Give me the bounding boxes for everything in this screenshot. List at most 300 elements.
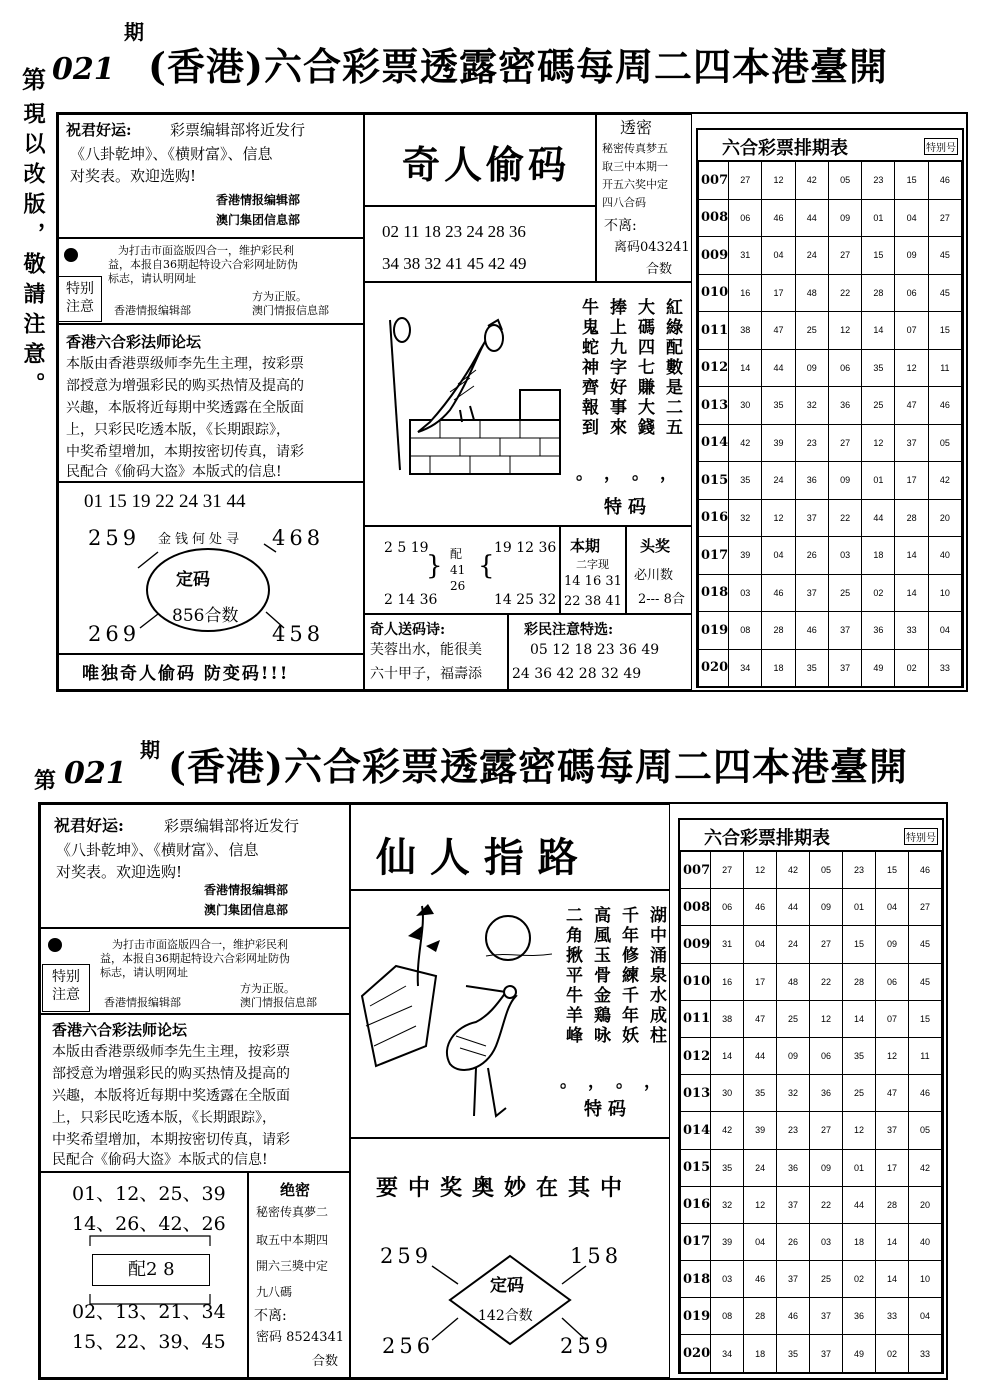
schedule-cell: 27 (729, 162, 762, 200)
schedule-cell: 37 (795, 499, 828, 537)
schedule-cell: 06 (729, 199, 762, 237)
schedule-cell: 31 (711, 926, 744, 963)
schedule-period: 015 (681, 1149, 711, 1186)
greeting-title: 祝君好运: (66, 121, 132, 139)
issue-prefix-bottom: 第 (34, 768, 57, 794)
pei-mid-2: 41 (450, 563, 466, 577)
poem-col-3: 捧上九字好事來 (606, 298, 626, 438)
schedule-cell: 39 (762, 424, 795, 462)
tm-line-4: 四八合码 (602, 196, 646, 209)
schedule-period: 007 (681, 852, 711, 889)
schedule-cell: 42 (729, 424, 762, 462)
schedule-row (681, 1223, 942, 1260)
schedule-cell: 15 (875, 852, 908, 889)
schedule-cell: 15 (895, 162, 928, 200)
schedule-cell: 44 (744, 1037, 777, 1074)
schedule-cell: 04 (744, 926, 777, 963)
b-poem-col-1: 湖中涌泉水成柱 (646, 906, 666, 1046)
schedule-period: 020 (699, 649, 729, 687)
schedule-cell: 34 (711, 1335, 744, 1372)
schedule-cell: 18 (862, 537, 895, 575)
greeting-line-1: 彩票编辑部将近发行 (170, 121, 306, 139)
schedule-cell: 09 (810, 1149, 843, 1186)
schedule-cell: 37 (777, 1261, 810, 1298)
pei-right-1: 19 12 36 (494, 540, 557, 556)
b-dm-bottom-left: 256 (382, 1334, 435, 1358)
schedule-cell: 47 (875, 1075, 908, 1112)
b-jm-heshu: 合数 (312, 1354, 339, 1369)
bomb-icon (64, 248, 78, 262)
schedule-cell: 27 (928, 199, 961, 237)
schedule-period: 013 (681, 1075, 711, 1112)
schedule-cell: 11 (928, 349, 961, 387)
schedule-cell: 32 (795, 387, 828, 425)
schedule-period: 009 (699, 237, 729, 275)
schedule-cell: 40 (908, 1223, 941, 1260)
b-notice-sign-mid: 方为正版。 (240, 982, 295, 995)
schedule-cell: 25 (828, 574, 861, 612)
schedule-cell: 18 (843, 1223, 876, 1260)
schedule-cell: 25 (862, 387, 895, 425)
b-forum-line-3: 兴趣，本版将近每期中奖透露在全版面 (52, 1088, 290, 1104)
schedule-tag-bottom: 特别号 (904, 828, 938, 845)
schedule-cell: 34 (729, 649, 762, 687)
schedule-cell: 17 (744, 963, 777, 1000)
schedule-cell: 11 (908, 1037, 941, 1074)
b-arc-text: 要中奖奥妙在其中 (376, 1175, 633, 1201)
schedule-cell: 37 (810, 1335, 843, 1372)
b-greeting-line-3: 对奖表。欢迎选购! (56, 863, 183, 881)
dm-count: 856合数 (172, 606, 239, 626)
tm-line-2: 取三中本期一 (602, 160, 668, 173)
schedule-row (699, 462, 962, 500)
benqi-2: 22 38 41 (564, 594, 622, 609)
special-title: 彩民注意特选: (524, 622, 614, 638)
notice-sign-right: 澳门情报信息部 (252, 304, 329, 317)
schedule-cell: 45 (928, 237, 961, 275)
schedule-cell: 37 (828, 612, 861, 650)
schedule-cell: 46 (795, 612, 828, 650)
schedule-cell: 05 (810, 852, 843, 889)
b-poem-mark-4: 。 (560, 1072, 577, 1092)
b-dm-count: 142合数 (478, 1308, 533, 1324)
dm-top-right: 468 (272, 526, 325, 550)
schedule-cell: 25 (843, 1075, 876, 1112)
schedule-cell: 04 (762, 237, 795, 275)
schedule-row (681, 1335, 942, 1372)
schedule-row (681, 1000, 942, 1037)
schedule-cell: 09 (810, 889, 843, 926)
dm-top-left: 259 (88, 526, 141, 550)
notice-line-1: 为打击市面盗版四合一，维护彩民利 (118, 244, 294, 257)
schedule-cell: 08 (711, 1298, 744, 1335)
tm-buli: 不离: (604, 218, 637, 234)
schedule-cell: 28 (862, 274, 895, 312)
schedule-cell: 25 (795, 312, 828, 350)
schedule-cell: 37 (777, 1186, 810, 1223)
b-jm-line-4: 九八碼 (256, 1285, 293, 1299)
dm-arc-text: 金钱何处寻 (158, 532, 244, 547)
schedule-cell: 47 (895, 387, 928, 425)
b-notice-sign-right: 澳门情报信息部 (240, 996, 317, 1009)
schedule-period: 019 (699, 612, 729, 650)
tm-code: 离码043241 (614, 240, 690, 255)
schedule-row (699, 274, 962, 312)
schedule-cell: 27 (810, 1112, 843, 1149)
schedule-cell: 12 (875, 1037, 908, 1074)
sign-line-2: 澳门集团信息部 (216, 213, 301, 227)
b-nums-4: 15、22、39、45 (72, 1331, 226, 1353)
schedule-cell: 35 (777, 1335, 810, 1372)
schedule-cell: 23 (862, 162, 895, 200)
schedule-row (699, 537, 962, 575)
b-dm-label: 定码 (490, 1276, 524, 1296)
b-sign-line-1: 香港情报编辑部 (204, 883, 289, 897)
dm-bottom-left: 269 (88, 622, 141, 646)
schedule-cell: 05 (828, 162, 861, 200)
schedule-cell: 46 (908, 852, 941, 889)
schedule-cell: 24 (795, 237, 828, 275)
schedule-cell: 37 (810, 1298, 843, 1335)
schedule-period: 012 (681, 1037, 711, 1074)
b-jm-buli: 不离: (254, 1308, 287, 1324)
schedule-cell: 44 (843, 1186, 876, 1223)
schedule-cell: 22 (828, 499, 861, 537)
toujiang-1: 必川数 (634, 568, 674, 583)
special-1: 05 12 18 23 36 49 (530, 642, 660, 658)
schedule-cell: 28 (744, 1298, 777, 1335)
poem-mark-1: ， (660, 464, 677, 484)
poem2-title: 奇人送码诗: (370, 622, 446, 638)
headline-bottom: (香港)六合彩票透露密碼每周二四本港臺開 (168, 744, 908, 789)
schedule-cell: 22 (810, 1186, 843, 1223)
schedule-cell: 20 (908, 1186, 941, 1223)
schedule-cell: 36 (777, 1149, 810, 1186)
notice-label: 特别注意 (66, 281, 94, 315)
b-greeting-line-1: 彩票编辑部将近发行 (164, 817, 300, 835)
benqi-title: 本期 (570, 537, 601, 555)
issue-number-top: 021 (52, 52, 115, 87)
schedule-cell: 01 (843, 1149, 876, 1186)
schedule-cell: 46 (762, 574, 795, 612)
schedule-cell: 46 (928, 387, 961, 425)
schedule-period: 020 (681, 1335, 711, 1372)
greeting-line-2: 《八卦乾坤》、《横财富》、信息 (70, 145, 273, 163)
schedule-period: 011 (681, 1000, 711, 1037)
pei-left-2: 2 14 36 (384, 592, 438, 608)
schedule-cell: 09 (828, 462, 861, 500)
schedule-cell: 28 (895, 499, 928, 537)
schedule-title: 六合彩票排期表 (722, 138, 848, 159)
schedule-cell: 04 (895, 199, 928, 237)
schedule-cell: 33 (908, 1335, 941, 1372)
schedule-cell: 16 (711, 963, 744, 1000)
schedule-cell: 23 (795, 424, 828, 462)
b-poem-col-4: 二角揪平牛羊峰 (562, 906, 582, 1046)
schedule-cell: 32 (711, 1186, 744, 1223)
toujiang-2: 2--- 8合 (638, 592, 685, 607)
side-note: 現以改版，敬請注意。 (20, 102, 46, 402)
schedule-cell: 46 (744, 1261, 777, 1298)
number-row: 01 15 19 22 24 31 44 (84, 491, 246, 512)
schedule-cell: 27 (711, 852, 744, 889)
schedule-cell: 04 (928, 612, 961, 650)
b-jm-line-1: 秘密传真夢二 (256, 1205, 329, 1219)
schedule-cell: 04 (744, 1223, 777, 1260)
bird-illustration (370, 290, 570, 480)
schedule-cell: 35 (711, 1149, 744, 1186)
poem2-line-2: 六十甲子，福壽添 (370, 666, 482, 682)
notice-line-2: 益，本报自36期起特设六合彩网址防伪 (108, 258, 298, 271)
forum-line-6: 民配合《偷码大盗》本版式的信息! (66, 464, 282, 480)
b-bracket-lines (40, 1172, 248, 1378)
b-notice-label: 特别注意 (52, 969, 80, 1003)
b-notice-line-3: 标志，请认明网址 (100, 966, 188, 979)
center-nums-2: 34 38 32 41 45 42 49 (382, 254, 527, 273)
schedule-period: 014 (681, 1112, 711, 1149)
schedule-cell: 28 (843, 963, 876, 1000)
schedule-cell: 48 (795, 274, 828, 312)
schedule-period: 010 (681, 963, 711, 1000)
schedule-cell: 28 (875, 1186, 908, 1223)
schedule-cell: 26 (777, 1223, 810, 1260)
schedule-cell: 36 (795, 462, 828, 500)
b-jm-code: 密码 8524341 (256, 1330, 345, 1345)
schedule-cell: 38 (711, 1000, 744, 1037)
schedule-header-top (698, 130, 962, 161)
schedule-row (699, 237, 962, 275)
schedule-cell: 47 (744, 1000, 777, 1037)
poem-mark-2: 。 (632, 464, 649, 484)
schedule-cell: 46 (744, 889, 777, 926)
schedule-period: 018 (681, 1261, 711, 1298)
schedule-cell: 42 (795, 162, 828, 200)
schedule-row (699, 387, 962, 425)
center-title: 奇人偷码 (402, 142, 571, 187)
b-notice-sign-left: 香港情报编辑部 (104, 996, 181, 1009)
schedule-cell: 35 (862, 349, 895, 387)
schedule-cell: 48 (777, 963, 810, 1000)
b-dm-top-right: 158 (570, 1244, 623, 1268)
toujiang-title: 头奖 (640, 537, 671, 555)
schedule-cell: 37 (875, 1112, 908, 1149)
schedule-cell: 15 (843, 926, 876, 963)
schedule-row (699, 424, 962, 462)
issue-prefix-top: 第 (22, 65, 46, 94)
schedule-cell: 23 (843, 852, 876, 889)
footer-slogan: 唯独奇人偷码 防变码!!! (82, 664, 290, 684)
b-nums-3: 02、13、21、34 (72, 1301, 226, 1323)
schedule-period: 017 (681, 1223, 711, 1260)
b-forum-line-6: 民配合《偷码大盗》本版式的信息! (52, 1152, 268, 1168)
schedule-row (681, 926, 942, 963)
schedule-cell: 16 (729, 274, 762, 312)
b-nums-2: 14、26、42、26 (72, 1213, 226, 1235)
schedule-cell: 17 (875, 1149, 908, 1186)
b-poem-col-2: 千年修練千年妖 (618, 906, 638, 1046)
benqi-1: 14 16 31 (564, 574, 622, 589)
poem-mark-3: ， (604, 464, 621, 484)
schedule-cell: 09 (777, 1037, 810, 1074)
schedule-cell: 27 (828, 424, 861, 462)
schedule-cell: 32 (729, 499, 762, 537)
schedule-cell: 47 (762, 312, 795, 350)
schedule-cell: 45 (908, 963, 941, 1000)
schedule-cell: 30 (711, 1075, 744, 1112)
schedule-cell: 07 (875, 1000, 908, 1037)
issue-suffix-bottom: 期 (140, 738, 160, 762)
b-nums-1: 01、12、25、39 (72, 1183, 226, 1205)
schedule-cell: 39 (744, 1112, 777, 1149)
schedule-cell: 03 (828, 537, 861, 575)
schedule-cell: 49 (843, 1335, 876, 1372)
pei-left-1: 2 5 19 (384, 540, 429, 556)
tm-title: 透密 (620, 118, 653, 137)
crane-illustration (356, 896, 552, 1132)
forum-line-1: 本版由香港票级师李先生主理，按彩票 (66, 356, 304, 372)
schedule-grid-top (698, 161, 962, 687)
schedule-cell: 15 (862, 237, 895, 275)
pei-mid-1: 配 (450, 547, 463, 561)
schedule-cell: 03 (810, 1223, 843, 1260)
schedule-cell: 12 (762, 162, 795, 200)
schedule-row (681, 889, 942, 926)
schedule-row (699, 574, 962, 612)
schedule-cell: 33 (875, 1298, 908, 1335)
schedule-cell: 46 (908, 1075, 941, 1112)
schedule-cell: 17 (895, 462, 928, 500)
poem2-line-1: 芙蓉出水，能很美 (370, 642, 482, 658)
schedule-cell: 04 (908, 1298, 941, 1335)
schedule-cell: 44 (762, 349, 795, 387)
b-dm-top-left: 259 (380, 1244, 433, 1268)
schedule-cell: 14 (862, 312, 895, 350)
schedule-row (681, 1186, 942, 1223)
forum-line-5: 中奖希望增加，本期按密切传真，请彩 (66, 444, 304, 460)
schedule-cell: 12 (895, 349, 928, 387)
b-sign-line-2: 澳门集团信息部 (204, 903, 289, 917)
schedule-cell: 42 (711, 1112, 744, 1149)
b-tema-label: 特码 (584, 1099, 632, 1120)
schedule-cell: 33 (895, 612, 928, 650)
schedule-cell: 37 (828, 649, 861, 687)
b-bomb-icon (48, 938, 62, 952)
schedule-cell: 14 (895, 574, 928, 612)
schedule-cell: 46 (777, 1298, 810, 1335)
schedule-row (699, 612, 962, 650)
schedule-cell: 02 (843, 1261, 876, 1298)
schedule-cell: 39 (711, 1223, 744, 1260)
schedule-title-bottom: 六合彩票排期表 (704, 828, 830, 849)
schedule-cell: 46 (928, 162, 961, 200)
schedule-period: 015 (699, 462, 729, 500)
dm-label: 定码 (176, 570, 210, 590)
schedule-period: 016 (699, 499, 729, 537)
schedule-cell: 06 (711, 889, 744, 926)
schedule-cell: 44 (862, 499, 895, 537)
schedule-header-bottom (680, 820, 942, 851)
schedule-cell: 24 (744, 1149, 777, 1186)
schedule-cell: 31 (729, 237, 762, 275)
schedule-cell: 42 (928, 462, 961, 500)
schedule-period: 013 (699, 387, 729, 425)
schedule-table-top (696, 128, 964, 688)
schedule-cell: 06 (810, 1037, 843, 1074)
poem-col-4: 牛鬼蛇神齊報到 (578, 298, 598, 438)
schedule-cell: 17 (762, 274, 795, 312)
issue-number-bottom: 021 (64, 756, 127, 791)
schedule-row (681, 1075, 942, 1112)
b-poem-mark-3: ， (588, 1072, 605, 1092)
dm-bottom-right: 458 (272, 622, 325, 646)
schedule-cell: 44 (777, 889, 810, 926)
b-poem-col-3: 高風玉骨金鶏咏 (590, 906, 610, 1046)
schedule-cell: 10 (908, 1261, 941, 1298)
schedule-cell: 24 (762, 462, 795, 500)
schedule-cell: 05 (908, 1112, 941, 1149)
schedule-cell: 30 (729, 387, 762, 425)
notice-sign-mid: 方为正版。 (252, 290, 307, 303)
schedule-period: 019 (681, 1298, 711, 1335)
schedule-row (699, 499, 962, 537)
schedule-cell: 49 (862, 649, 895, 687)
schedule-row (681, 963, 942, 1000)
schedule-period: 008 (681, 889, 711, 926)
schedule-cell: 26 (795, 537, 828, 575)
schedule-cell: 18 (762, 649, 795, 687)
b-poem-mark-1: ， (644, 1072, 661, 1092)
schedule-row (681, 1112, 942, 1149)
schedule-cell: 42 (908, 1149, 941, 1186)
schedule-cell: 14 (875, 1261, 908, 1298)
notice-sign-left: 香港情报编辑部 (114, 304, 191, 317)
schedule-period: 007 (699, 162, 729, 200)
schedule-cell: 03 (711, 1261, 744, 1298)
schedule-cell: 37 (795, 574, 828, 612)
forum-line-3: 兴趣，本版将近每期中奖透露在全版面 (66, 400, 304, 416)
schedule-cell: 42 (777, 852, 810, 889)
schedule-cell: 09 (795, 349, 828, 387)
schedule-cell: 12 (744, 1186, 777, 1223)
b-notice-line-2: 益，本报自36期起特设六合彩网址防伪 (100, 952, 290, 965)
schedule-cell: 12 (744, 852, 777, 889)
tm-line-3: 开五六奖中定 (602, 178, 668, 191)
schedule-cell: 01 (862, 199, 895, 237)
schedule-cell: 02 (875, 1335, 908, 1372)
b-greeting-line-2: 《八卦乾坤》、《横财富》、信息 (56, 841, 259, 859)
schedule-cell: 05 (928, 424, 961, 462)
b-poem-mark-2: 。 (616, 1072, 633, 1092)
schedule-cell: 14 (875, 1223, 908, 1260)
schedule-cell: 27 (908, 889, 941, 926)
schedule-row (699, 649, 962, 687)
schedule-row (699, 162, 962, 200)
schedule-cell: 40 (928, 537, 961, 575)
special-2: 24 36 42 28 32 49 (512, 666, 642, 682)
schedule-cell: 22 (828, 274, 861, 312)
schedule-table-bottom (678, 818, 944, 1374)
schedule-period: 018 (699, 574, 729, 612)
schedule-cell: 45 (928, 274, 961, 312)
schedule-period: 014 (699, 424, 729, 462)
benqi-sub: 二字现 (576, 558, 609, 571)
pei-right-2: 14 25 32 (494, 592, 557, 608)
schedule-cell: 10 (928, 574, 961, 612)
schedule-cell: 25 (777, 1000, 810, 1037)
schedule-cell: 12 (843, 1112, 876, 1149)
schedule-cell: 06 (828, 349, 861, 387)
schedule-period: 016 (681, 1186, 711, 1223)
